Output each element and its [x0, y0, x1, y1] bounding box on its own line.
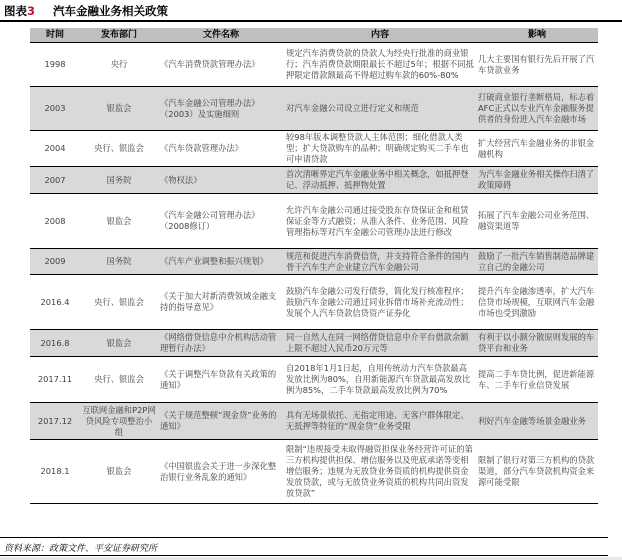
cell-time: 2009 — [30, 249, 80, 275]
cell-time: 2004 — [30, 131, 80, 167]
figure-label-number: 3 — [27, 4, 36, 18]
cell-doc: 《关于调整汽车贷款有关政策的通知》 — [158, 357, 284, 403]
cell-doc: 《物权法》 — [158, 167, 284, 194]
cell-impact: 提高二手车贷比例，促进新能源车、二手车行业信贷发展 — [476, 357, 598, 403]
cell-content: 鼓励汽车金融公司发行债券，简化发行核准程序；鼓励汽车金融公司通过同业拆借市场补充流动性；发展个人汽车贷款信贷资产证券化 — [284, 275, 476, 330]
cell-impact: 利好汽车金融等场景金融业务 — [476, 403, 598, 440]
cell-dept: 央行 — [80, 43, 158, 87]
figure-label — [4, 3, 35, 19]
cell-time: 2018.1 — [30, 440, 80, 504]
source-note: 资料来源：政策文件、平安证券研究所 — [4, 544, 158, 554]
table-row — [30, 357, 598, 403]
table-header-row — [30, 28, 598, 43]
header-doc: 文件名称 — [158, 28, 284, 43]
cell-content: 限制“违规接受未取得融资担保业务经营许可证的第三方机构提供担保、增信服务以及兜底承诺等变相增信服务；违规为无放贷业务资质的机构提供资金发放贷款，或与无放贷业务资质的机构共同出资发放贷款” — [284, 440, 476, 504]
cell-dept: 央行、银监会 — [80, 357, 158, 403]
cell-doc: 《汽车产业调整和振兴规划》 — [158, 249, 284, 275]
cell-dept: 央行、银监会 — [80, 275, 158, 330]
table-row — [30, 440, 598, 504]
table-row — [30, 403, 598, 440]
cell-content: 同一自然人在同一网络借贷信息中介平台借款余额上限不超过人民币20万元等 — [284, 330, 476, 357]
cell-impact: 打破商业银行垄断格局，标志着AFC正式以专业汽车金融服务提供者的身份进入汽车金融市场 — [476, 87, 598, 131]
cell-time: 2016.4 — [30, 275, 80, 330]
figure-title-bar — [0, 0, 622, 22]
table-row — [30, 249, 598, 275]
cell-content: 对汽车金融公司设立进行定义和规范 — [284, 87, 476, 131]
cell-time: 2007 — [30, 167, 80, 194]
table-row — [30, 194, 598, 249]
cell-content: 自2018年1月1日起，自用传统动力汽车贷款最高发放比例为80%，自用新能源汽车贷款最高发放比例为85%，二手车贷款最高发放比例为70% — [284, 357, 476, 403]
table-row — [30, 330, 598, 357]
cell-dept: 银监会 — [80, 87, 158, 131]
header-dept: 发布部门 — [80, 28, 158, 43]
cell-dept: 银监会 — [80, 440, 158, 504]
cell-doc: 《网络借贷信息中介机构活动管理暂行办法》 — [158, 330, 284, 357]
source-rule-bottom — [0, 555, 608, 556]
cell-content: 规定汽车消费贷款的贷款人为经央行批准的商业银行；汽车消费贷款期限最长不超过5年；根据不同抵押限定借款额最高不得超过购车款的60%-80% — [284, 43, 476, 87]
cell-impact: 扩大经营汽车金融业务的非银金融机构 — [476, 131, 598, 167]
policy-table — [30, 28, 598, 504]
cell-content: 首次清晰界定汽车金融业务中相关概念，如抵押登记、浮动抵押、抵押物处置 — [284, 167, 476, 194]
table-row — [30, 131, 598, 167]
table-row — [30, 87, 598, 131]
source-rule-top — [0, 537, 608, 538]
cell-content: 较98年版本调整贷款人主体范围；细化借款人类型；扩大贷款购车的品种；明确规定购买二手车也可申请贷款 — [284, 131, 476, 167]
cell-dept: 国务院 — [80, 167, 158, 194]
cell-time: 2008 — [30, 194, 80, 249]
header-content: 内容 — [284, 28, 476, 43]
cell-doc: 《汽车金融公司管理办法》（2008修订） — [158, 194, 284, 249]
cell-dept: 银监会 — [80, 330, 158, 357]
cell-time: 2017.11 — [30, 357, 80, 403]
cell-time: 1998 — [30, 43, 80, 87]
cell-time: 2003 — [30, 87, 80, 131]
cell-doc: 《汽车贷款管理办法》 — [158, 131, 284, 167]
cell-impact: 为汽车金融业务相关操作扫清了政策障碍 — [476, 167, 598, 194]
cell-dept: 银监会 — [80, 194, 158, 249]
cell-doc: 《中国银监会关于进一步深化整治银行业务乱象的通知》 — [158, 440, 284, 504]
cell-dept: 国务院 — [80, 249, 158, 275]
cell-impact: 有利于以小额分散原则发展的车贷平台和业务 — [476, 330, 598, 357]
cell-content: 允许汽车金融公司通过接受股东存贷保证金和租赁保证金等方式融资；从准入条件、业务范围、风险管理指标等对汽车金融公司管理办法进行修改 — [284, 194, 476, 249]
cell-content: 规范和促进汽车消费信贷，并支持符合条件的国内骨干汽车生产企业建立汽车金融公司 — [284, 249, 476, 275]
cell-doc: 《关于加大对新消费领域金融支持的指导意见》 — [158, 275, 284, 330]
cell-impact: 鼓励了一批汽车销售制造品牌建立自己的金融公司 — [476, 249, 598, 275]
table-row — [30, 43, 598, 87]
table-row — [30, 275, 598, 330]
cell-dept: 互联网金融和P2P网贷风险专项整治小组 — [80, 403, 158, 440]
cell-time: 2017.12 — [30, 403, 80, 440]
cell-doc: 《汽车消费贷款管理办法》 — [158, 43, 284, 87]
cell-impact: 几大主要国有银行先后开展了汽车贷款业务 — [476, 43, 598, 87]
header-impact: 影响 — [476, 28, 598, 43]
cell-doc: 《关于规范整顿“现金贷”业务的通知》 — [158, 403, 284, 440]
cell-doc: 《汽车金融公司管理办法》（2003）及实施细则 — [158, 87, 284, 131]
figure-title: 汽车金融业务相关政策 — [53, 4, 168, 18]
cell-content: 具有无场景依托、无指定用途、无客户群体限定、无抵押等特征的“现金贷”业务受限 — [284, 403, 476, 440]
cell-time: 2016.8 — [30, 330, 80, 357]
figure-label-prefix: 图表 — [4, 4, 27, 18]
cell-impact: 提升汽车金融渗透率，扩大汽车信贷市场规模，互联网汽车金融市场也受到激励 — [476, 275, 598, 330]
header-time: 时间 — [30, 28, 80, 43]
cell-impact: 拓展了汽车金融公司业务范围、融资渠道等 — [476, 194, 598, 249]
table-row — [30, 167, 598, 194]
cell-impact: 限制了银行对第三方机构的贷款渠道，部分汽车贷款机构资金来源可能受限 — [476, 440, 598, 504]
cell-dept: 央行、银监会 — [80, 131, 158, 167]
